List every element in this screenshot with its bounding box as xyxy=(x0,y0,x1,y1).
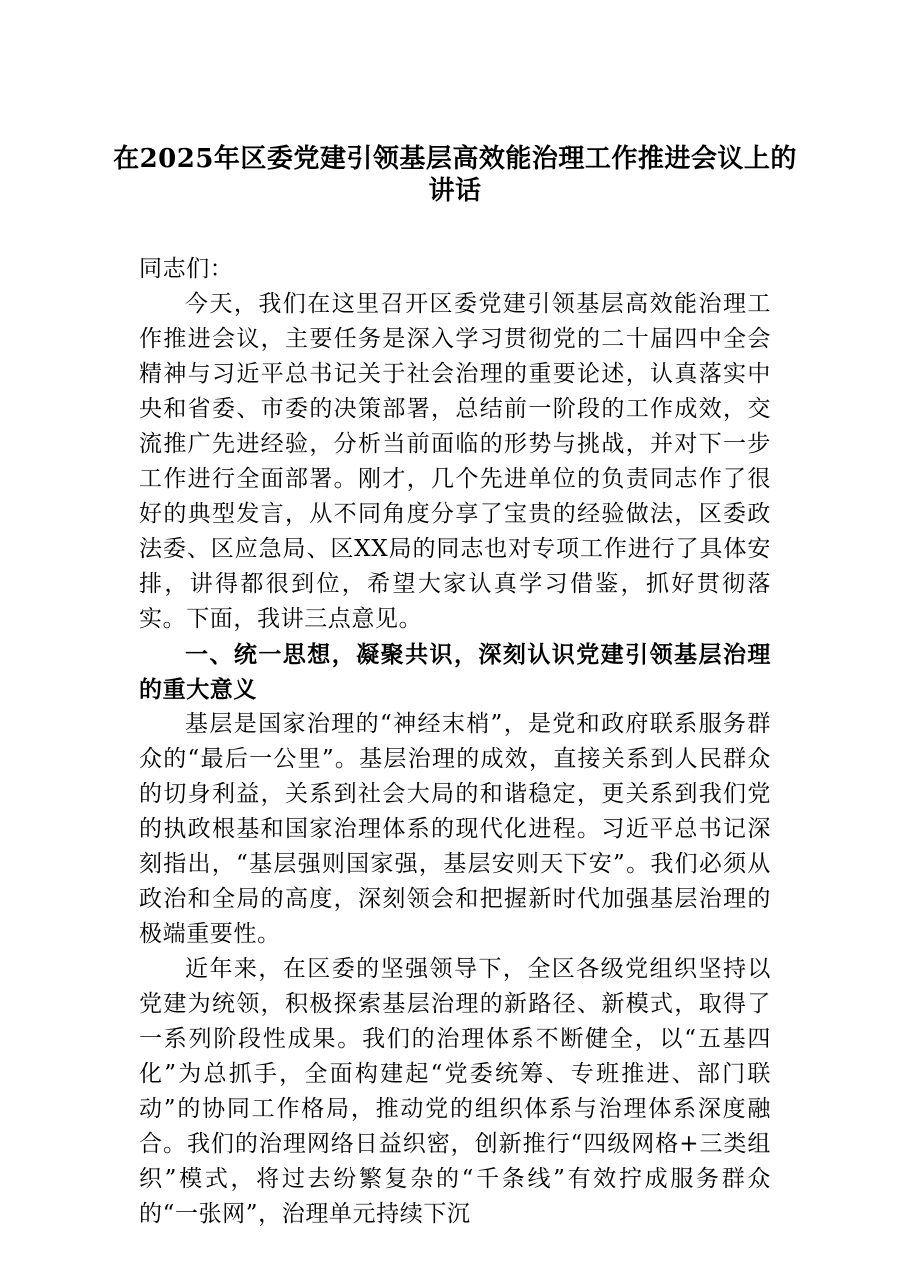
salutation: 同志们： xyxy=(139,256,234,282)
paragraph-opening: 今天，我们在这里召开区委党建引领基层高效能治理工作推进会议，主要任务是深入学习贯彻党的二十届四中全会精神与习近平总书记关于社会治理的重要论述，认真落实中央和省委、市委的决策部署，总结前一阶段的工作成效，交流推广先进经验，分析当前面临的形势与挑战，并对下一步工作进行全面部署。刚才，几个先进单位的负责同志作了很好的典型发言，从不同角度分享了宝贵的经验做法，区委政法委、区应急局、区XX局的同志也对专项工作进行了具体安排，讲得都很到位，希望大家认真学习借鉴，抓好贯彻落实。下面，我讲三点意见。 xyxy=(139,291,771,632)
title-line-2: 讲话 xyxy=(428,176,482,206)
document-body xyxy=(139,252,771,1232)
title-line-1: 在2025年区委党建引领基层高效能治理工作推进会议上的 xyxy=(113,144,797,174)
paragraph-achievements: 近年来，在区委的坚强领导下，全区各级党组织坚持以党建为统领，积极探索基层治理的新路径、新模式，取得了一系列阶段性成果。我们的治理体系不断健全，以“五基四化”为总抓手，全面构建起“党委统筹、专班推进、部门联动”的协同工作格局，推动党的组织体系与治理体系深度融合。我们的治理网络日益织密，创新推行“四级网格+三类组织”模式，将过去纷繁复杂的“千条线”有效拧成服务群众的“一张网”，治理单元持续下沉 xyxy=(139,956,771,1227)
document-title xyxy=(110,143,800,207)
paragraph-significance: 基层是国家治理的“神经末梢”，是党和政府联系服务群众的“最后一公里”。基层治理的成效，直接关系到人民群众的切身利益，关系到社会大局的和谐稳定，更关系到我们党的执政根基和国家治理体系的现代化进程。习近平总书记深刻指出，“基层强则国家强，基层安则天下安”。我们必须从政治和全局的高度，深刻领会和把握新时代加强基层治理的极端重要性。 xyxy=(139,711,771,947)
section-heading-1: 一、统一思想，凝聚共识，深刻认识党建引领基层治理的重大意义 xyxy=(139,641,771,703)
